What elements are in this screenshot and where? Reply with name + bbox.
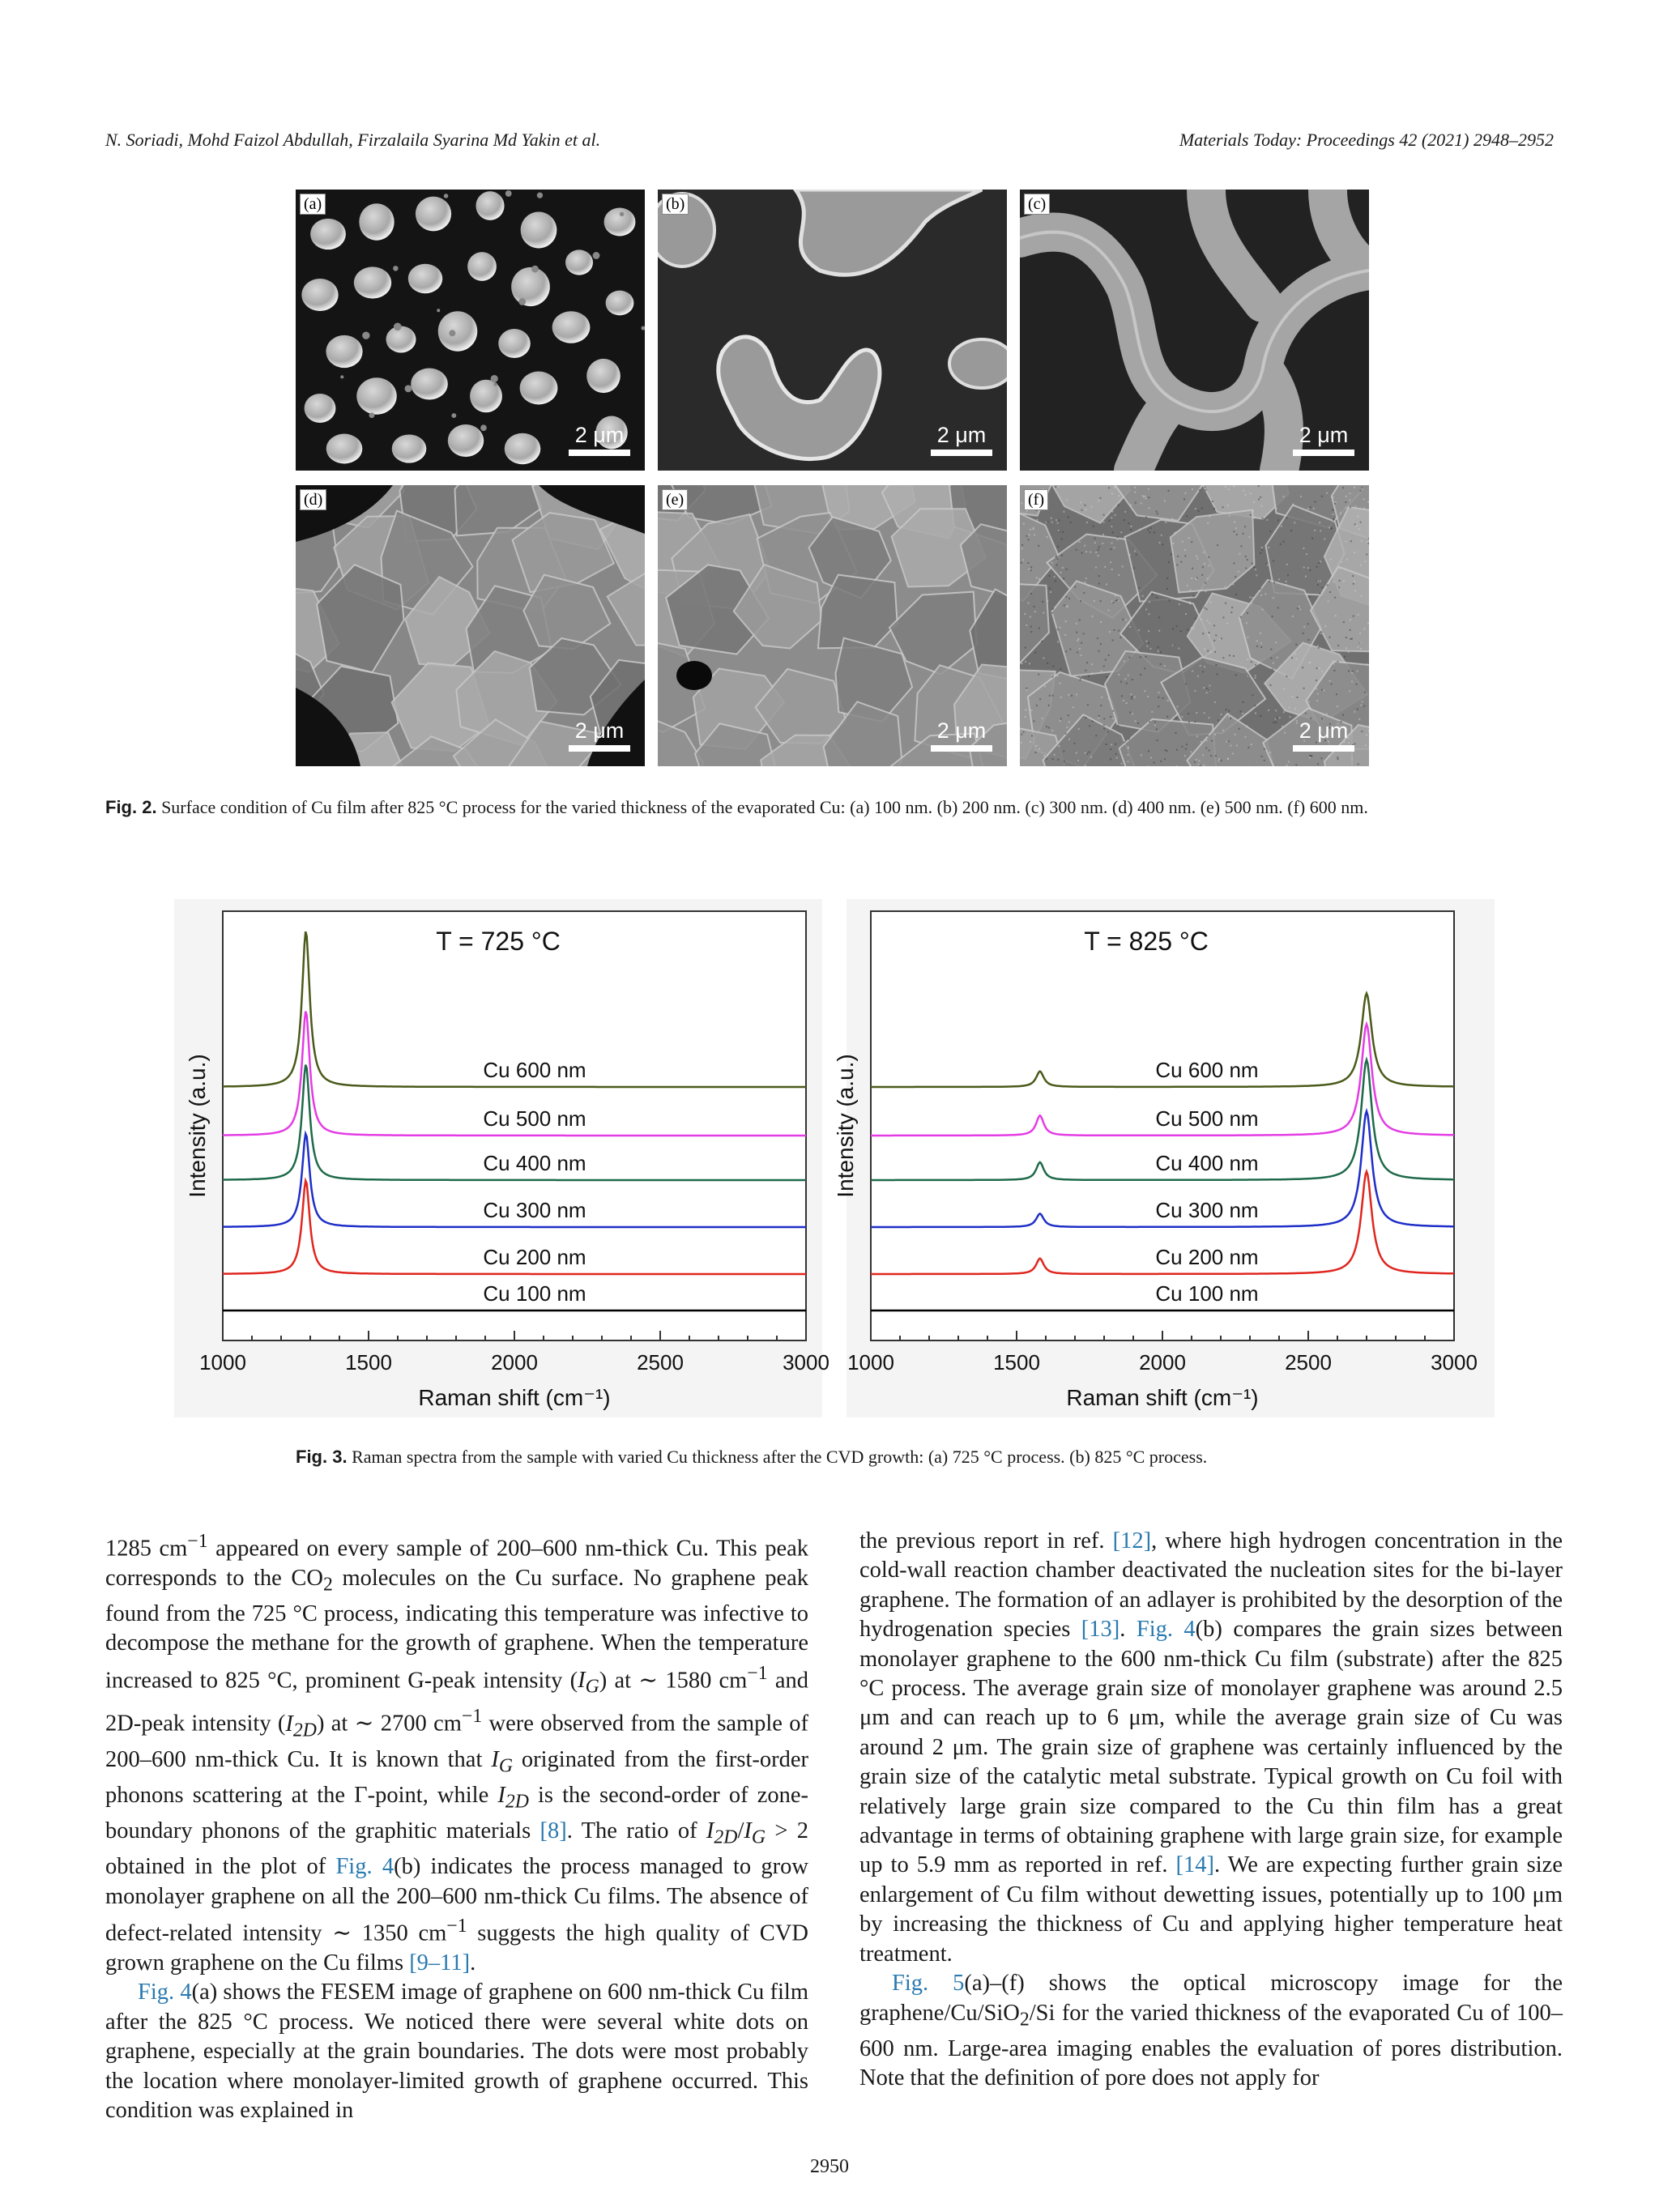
series-label: Cu 500 nm [483,1106,586,1131]
scale-bar-label: 2 μm [1299,423,1349,447]
cu-island [356,377,397,414]
sem-panel [658,190,1007,471]
figure-2-caption [105,796,1555,819]
scale-bar-label: 2 μm [574,718,625,743]
figure-3-caption-text: Raman spectra from the sample with varied Cu thickness after the CVD growth: (a) 725 °C process. (b) 825 °C process. [352,1447,1208,1467]
cu-island [521,211,557,248]
sem-panel [296,190,645,471]
y-axis-label: Intensity (a.u.) [833,1054,858,1198]
series-label: Cu 400 nm [1155,1151,1259,1175]
cu-island [586,359,621,393]
paragraph: 1285 $cm^{-1}$ appeared on every sample of 200–600 nm-thick Cu. This peak corresponds to the $CO_2$ molecules on the Cu surface. No graphene peak found from the 725 °C process, indicating this temperature was infective to decompose the methane for the growth of graphene. When the temperature increased to 825 °C, prominent G-peak intensity $(I_G)$ at ∼ 1580 $cm^{-1}$ and 2D-peak intensity $(I_{2D})$ at ∼ 2700 $cm^{-1}$ were observed from the sample of 200–600 nm-thick Cu. It is known that $I_G$ originated from the first-order phonons scattering at the Γ-point, while $I_{2D}$ is the second-order of zone-boundary phonons of the graphitic materials [8]. The ratio of $I_{2D}/I_G > 2$ obtained in the plot of Fig. 4(b) indicates the process managed to grow monolayer graphene on all the 200–600 nm-thick Cu films. The absence of defect-related intensity ∼ 1350 $cm^{-1}$ suggests the high quality of CVD grown graphene on the Cu films [9–11]. [105,1531,809,1975]
scale-bar [931,423,992,456]
cu-island [359,203,394,241]
x-axis-label: Raman shift (cm⁻¹) [1066,1385,1259,1410]
scale-bar-line [569,450,630,456]
page-number: 2950 [810,2156,849,2177]
cu-island [505,433,541,465]
panel-label: (a) [300,194,326,215]
body-column-left [105,1527,808,2125]
figure-2-caption-label: Fig. 2. [105,797,157,817]
raman-chart-svg [174,899,1495,1417]
cu-island [301,279,338,311]
cu-island [305,394,336,423]
chart-title: T = 725 °C [436,927,561,956]
paragraph: Fig. 5(a)–(f) shows the optical microscopy image for the graphene/Cu/SiO$_2$/Si for the varied thickness of the evaporated Cu of 100–600 nm. Large-area imaging enables the evaluation of pores distribution. Note that the definition of pore does not apply for [859,1971,1563,2091]
cu-island [552,311,591,343]
sem-panel [1020,485,1369,766]
series-label: Cu 400 nm [483,1151,586,1175]
raman-panel [174,899,830,1417]
scale-bar-line [569,745,630,752]
panel-label: (e) [662,489,688,510]
x-tick-label: 3000 [783,1350,830,1375]
x-tick-label: 2500 [637,1350,684,1375]
series-label: Cu 100 nm [1155,1281,1259,1306]
x-tick-label: 2500 [1285,1350,1332,1375]
cu-island [467,252,497,281]
scale-bar [1293,718,1354,752]
series-label: Cu 500 nm [1155,1106,1259,1131]
scale-bar-label: 2 μm [574,423,625,447]
sem-panel [296,485,645,766]
x-tick-label: 3000 [1431,1350,1478,1375]
cu-island [354,266,391,298]
x-tick-label: 2000 [1139,1350,1186,1375]
cu-island [326,335,362,368]
running-header-journal: Materials Today: Proceedings 42 (2021) 2948–2952 [1179,130,1554,150]
series-label: Cu 300 nm [483,1198,586,1222]
panel-label: (d) [300,489,326,510]
scale-bar [1293,423,1354,456]
raman-panel [833,899,1495,1417]
figure-3-caption-label: Fig. 3. [296,1447,348,1467]
x-tick-label: 1000 [847,1350,894,1375]
cu-island [476,191,504,220]
panel-label: (f) [1024,489,1048,510]
series-label: Cu 200 nm [1155,1245,1259,1269]
body-column-right [859,1527,1563,2093]
figure-2-caption-text: Surface condition of Cu film after 825 °C process for the varied thickness of the evaporated Cu: (a) 100 nm. (b) 200 nm. (c) 300 nm. (d) 400 nm. (e) 500 nm. (f) 600 nm. [161,797,1368,817]
x-tick-label: 2000 [491,1350,538,1375]
cu-island [408,264,442,293]
cu-island [326,434,363,464]
series-label: Cu 100 nm [483,1281,586,1306]
scale-bar-line [931,745,992,752]
scale-bar [569,718,630,752]
panel-label: (c) [1024,194,1050,215]
cu-island [386,326,416,352]
scale-bar [569,423,630,456]
figure-3 [174,899,1495,1417]
running-header-authors: N. Soriadi, Mohd Faizol Abdullah, Firzalaila Syarina Md Yakin et al. [105,130,601,150]
cu-island [604,208,636,237]
scale-bar [931,718,992,752]
series-label: Cu 300 nm [1155,1198,1259,1222]
cu-island [470,380,502,413]
y-axis-label: Intensity (a.u.) [185,1054,210,1198]
x-axis-label: Raman shift (cm⁻¹) [418,1385,611,1410]
sem-panel [658,485,1007,766]
scale-bar-line [1293,745,1354,752]
scale-bar-label: 2 μm [936,423,987,447]
scale-bar-line [931,450,992,456]
sem-panel [1020,190,1369,471]
cu-island [565,249,593,275]
cu-island [606,291,634,316]
cu-island [392,434,427,462]
cu-island [416,197,451,232]
panel-label: (b) [662,194,689,215]
series-label: Cu 200 nm [483,1245,586,1269]
figure-2 [296,190,1369,769]
x-tick-label: 1000 [199,1350,246,1375]
chart-title: T = 825 °C [1084,927,1209,956]
paragraph: Fig. 4(a) shows the FESEM image of graphene on 600 nm-thick Cu film after the 825 °C process. We noticed there were several white dots on graphene, especially at the grain boundaries. The dots were most probably the location where monolayer-limited growth of graphene occurred. This condition was explained in [105,1980,808,2124]
paragraph: the previous report in ref. [12], where high hydrogen concentration in the cold-wall reaction chamber deactivated the nucleation sites for the bi-layer graphene. The formation of an adlayer is prohibited by the desorption of the hydrogenation species [13]. Fig. 4(b) compares the grain sizes between monolayer graphene to the 600 nm-thick Cu film (substrate) after the 825 °C process. The average grain size of monolayer graphene was around 2.5 μm and can reach up to 6 μm, while the average grain size of Cu was around 2 μm. The grain size of graphene was certainly influenced by the grain size of the catalytic metal substrate. Typical growth on Cu foil with relatively large grain size compared to the Cu thin film has a great advantage in terms of obtaining graphene with large grain size, for example up to 5.9 mm as reported in ref. [14]. We are expecting further grain size enlargement of Cu film without dewetting issues, potentially up to 100 μm by increasing the thickness of Cu and applying higher temperature heat treatment. [859,1528,1563,1967]
cu-island [438,311,478,351]
scale-bar-label: 2 μm [1299,718,1349,743]
series-label: Cu 600 nm [483,1058,586,1082]
cu-island [498,329,531,358]
cu-island [448,424,484,457]
x-tick-label: 1500 [993,1350,1040,1375]
scale-bar-label: 2 μm [936,718,987,743]
cu-island [411,368,448,399]
cu-island [520,372,558,405]
series-label: Cu 600 nm [1155,1058,1259,1082]
cu-island [511,267,550,306]
scale-bar-line [1293,450,1354,456]
figure-3-caption [296,1446,1430,1468]
cu-island [310,219,346,249]
x-tick-label: 1500 [345,1350,392,1375]
